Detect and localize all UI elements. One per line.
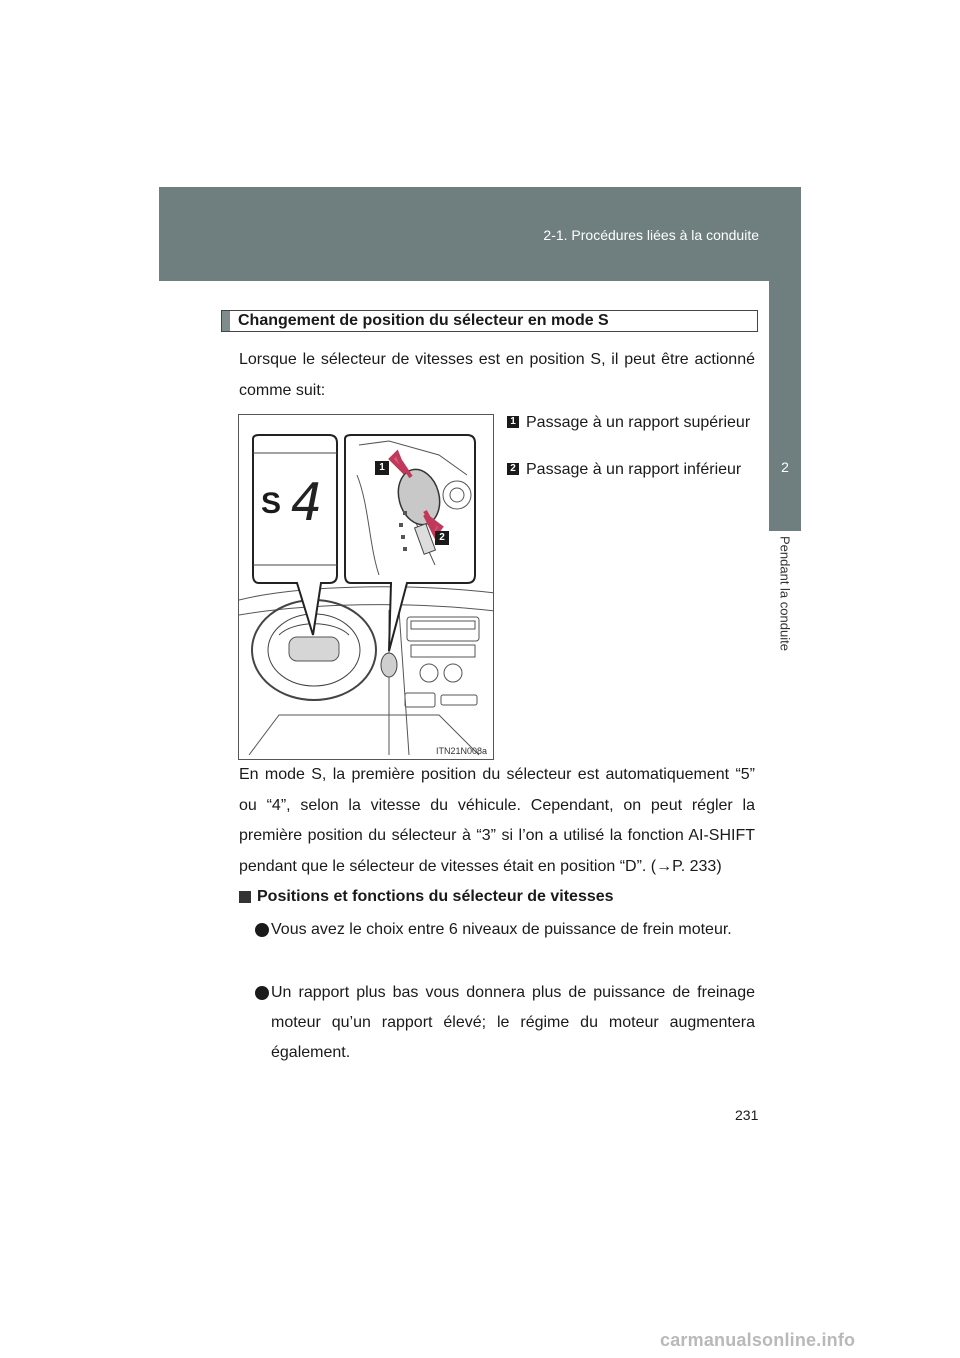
- header-section-title: 2-1. Procédures liées à la conduite: [543, 227, 759, 243]
- step-1-number: 1: [507, 416, 519, 428]
- bullet-text-1: Vous avez le choix entre 6 niveaux de puissance de frein moteur.: [271, 921, 732, 938]
- shifter-illustration: [238, 414, 494, 760]
- section-title-text: Changement de position du sélecteur en mode S: [238, 312, 609, 329]
- image-code: ITN21N008a: [435, 746, 487, 756]
- bullet-dot-icon: [255, 923, 269, 937]
- subheading-text: Positions et fonctions du sélecteur de vitesses: [257, 888, 614, 905]
- step-2-number: 2: [507, 463, 519, 475]
- page-number: 231: [735, 1107, 759, 1123]
- display-callout: [253, 435, 337, 635]
- gear-display-letter: S: [261, 487, 282, 520]
- square-bullet-icon: [239, 891, 251, 903]
- chapter-number: 2: [781, 459, 789, 475]
- chapter-tab: [769, 281, 801, 531]
- marker-1: 1: [375, 461, 389, 475]
- note-paragraph: En mode S, la première position du sélecteur est automatiquement “5” ou “4”, selon la vitesse du véhicule. Cependant, on peut régler la première position du sélecteur à “3” si l’on a utilisé la fonction AI-SHIFT pendant que le sélecteur de vitesses était en position “D”. (→P. 233): [239, 766, 755, 875]
- subheading: [239, 888, 614, 906]
- bullet-dot-icon: [255, 986, 269, 1000]
- section-title-bar: [222, 311, 230, 331]
- section-title: [221, 310, 758, 332]
- gear-display-number: 4: [291, 473, 323, 533]
- intro-paragraph: Lorsque le sélecteur de vitesses est en position S, il peut être actionné comme suit:: [239, 351, 755, 399]
- step-1-text: Passage à un rapport supérieur: [526, 414, 751, 431]
- bullet-text-2: Un rapport plus bas vous donnera plus de puissance de freinage moteur qu’un rapport élevé; le régime du moteur augmentera également.: [271, 984, 755, 1061]
- header-band: [159, 187, 801, 281]
- step-2-text: Passage à un rapport inférieur: [526, 461, 742, 478]
- chapter-label-text: Pendant la conduite: [777, 536, 793, 651]
- chapter-label: [769, 536, 801, 670]
- watermark: carmanualsonline.info: [660, 1330, 856, 1350]
- marker-2: 2: [435, 531, 449, 545]
- dashboard-drawing: [239, 415, 494, 760]
